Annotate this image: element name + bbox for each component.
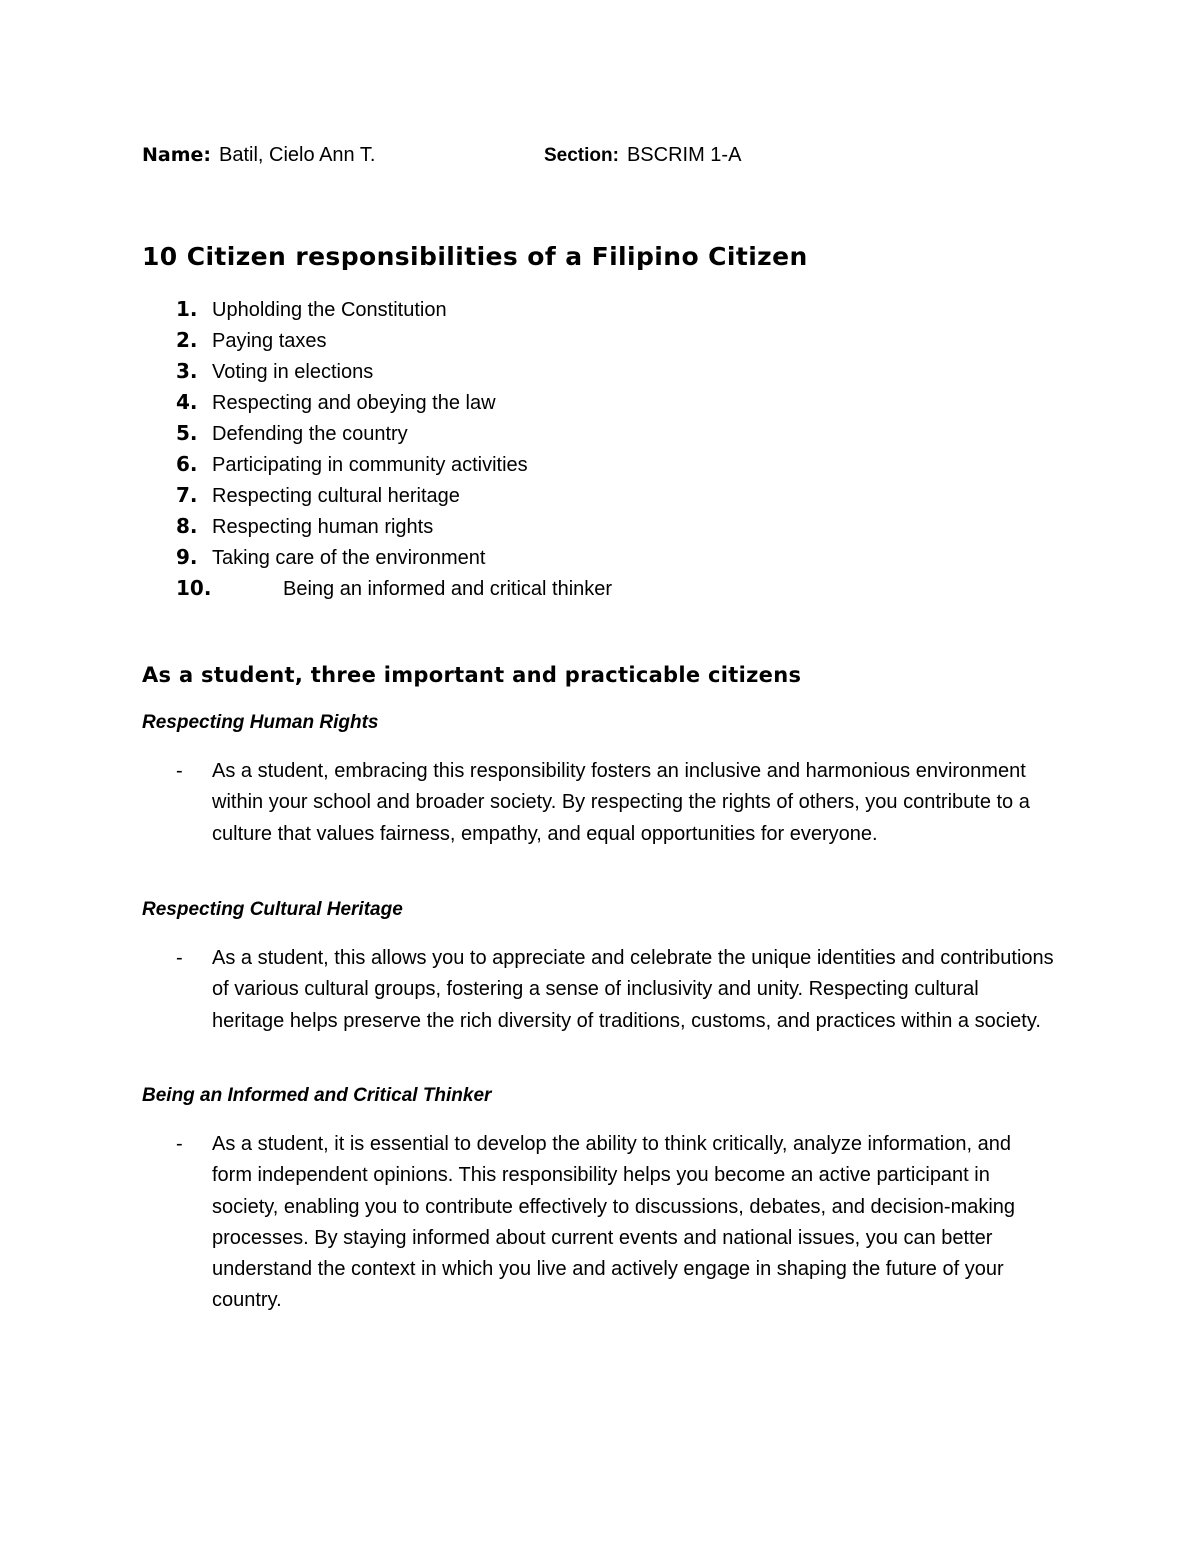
bullet-text: As a student, embracing this responsibility fosters an inclusive and harmonious environment within your school and broader society. By respecting the rights of others, you contribute to a culture that values fairness, empathy, and equal opportunities for everyone. <box>212 760 1030 845</box>
student-info-row <box>142 144 1042 178</box>
list-item-text: Respecting human rights <box>212 516 434 538</box>
list-item <box>176 356 612 387</box>
list-item <box>176 418 612 449</box>
list-number: 3. <box>176 359 198 383</box>
list-number: 5. <box>176 421 198 445</box>
list-item <box>176 325 612 356</box>
list-number: 2. <box>176 328 198 352</box>
list-number: 8. <box>176 514 198 538</box>
list-item <box>176 294 612 325</box>
list-item-text: Paying taxes <box>212 330 327 352</box>
list-number: 1. <box>176 297 198 321</box>
bullet-critical-thinker <box>176 1129 1056 1317</box>
list-item <box>176 449 612 480</box>
list-item-text: Upholding the Constitution <box>212 299 447 321</box>
dash-bullet: - <box>176 760 183 782</box>
list-number: 4. <box>176 390 198 414</box>
list-item-text: Taking care of the environment <box>212 547 486 569</box>
bullet-text: As a student, this allows you to appreciate and celebrate the unique identities and contributions of various cultural groups, fostering a sense of inclusivity and unity. Respecting cultural heritage helps preserve the rich diversity of traditions, customs, and practices within a society. <box>212 947 1054 1032</box>
subsection-heading-critical-thinker: Being an Informed and Critical Thinker <box>142 1085 492 1106</box>
dash-bullet: - <box>176 947 183 969</box>
dash-bullet: - <box>176 1133 183 1155</box>
name-field <box>142 144 375 167</box>
list-item <box>176 480 612 511</box>
list-item-text: Respecting cultural heritage <box>212 485 460 507</box>
list-item <box>176 542 612 573</box>
responsibilities-list <box>176 294 612 604</box>
list-item <box>176 511 612 542</box>
list-number: 7. <box>176 483 198 507</box>
list-item-text: Defending the country <box>212 423 408 445</box>
list-item <box>176 387 612 418</box>
section-value: BSCRIM 1-A <box>626 144 742 166</box>
bullet-text: As a student, it is essential to develop the ability to think critically, analyze information, and form independent opinions. This responsibility helps you become an active participant in society, enabling you to contribute effectively to discussions, debates, and decision-making processes. By staying informed about current events and national issues, you can better understand the context in which you live and actively engage in shaping the future of your country. <box>212 1133 1016 1312</box>
subsection-heading-human-rights: Respecting Human Rights <box>142 712 379 733</box>
list-number: 10. <box>176 576 212 600</box>
section2-title: As a student, three important and practicable citizens <box>142 663 802 687</box>
name-value: Batil, Cielo Ann T. <box>219 144 376 166</box>
section-field <box>544 144 741 167</box>
bullet-cultural-heritage <box>176 943 1056 1037</box>
list-item <box>176 573 612 604</box>
section-label: Section: <box>544 145 619 166</box>
name-label: Name: <box>142 144 212 166</box>
list-number: 9. <box>176 545 198 569</box>
main-title: 10 Citizen responsibilities of a Filipino Citizen <box>142 242 808 271</box>
list-item-text: Participating in community activities <box>212 454 528 476</box>
bullet-human-rights <box>176 756 1056 850</box>
list-item-text: Voting in elections <box>212 361 374 383</box>
subsection-heading-cultural-heritage: Respecting Cultural Heritage <box>142 899 403 920</box>
list-item-text: Being an informed and critical thinker <box>283 578 613 600</box>
list-number: 6. <box>176 452 198 476</box>
list-item-text: Respecting and obeying the law <box>212 392 496 414</box>
